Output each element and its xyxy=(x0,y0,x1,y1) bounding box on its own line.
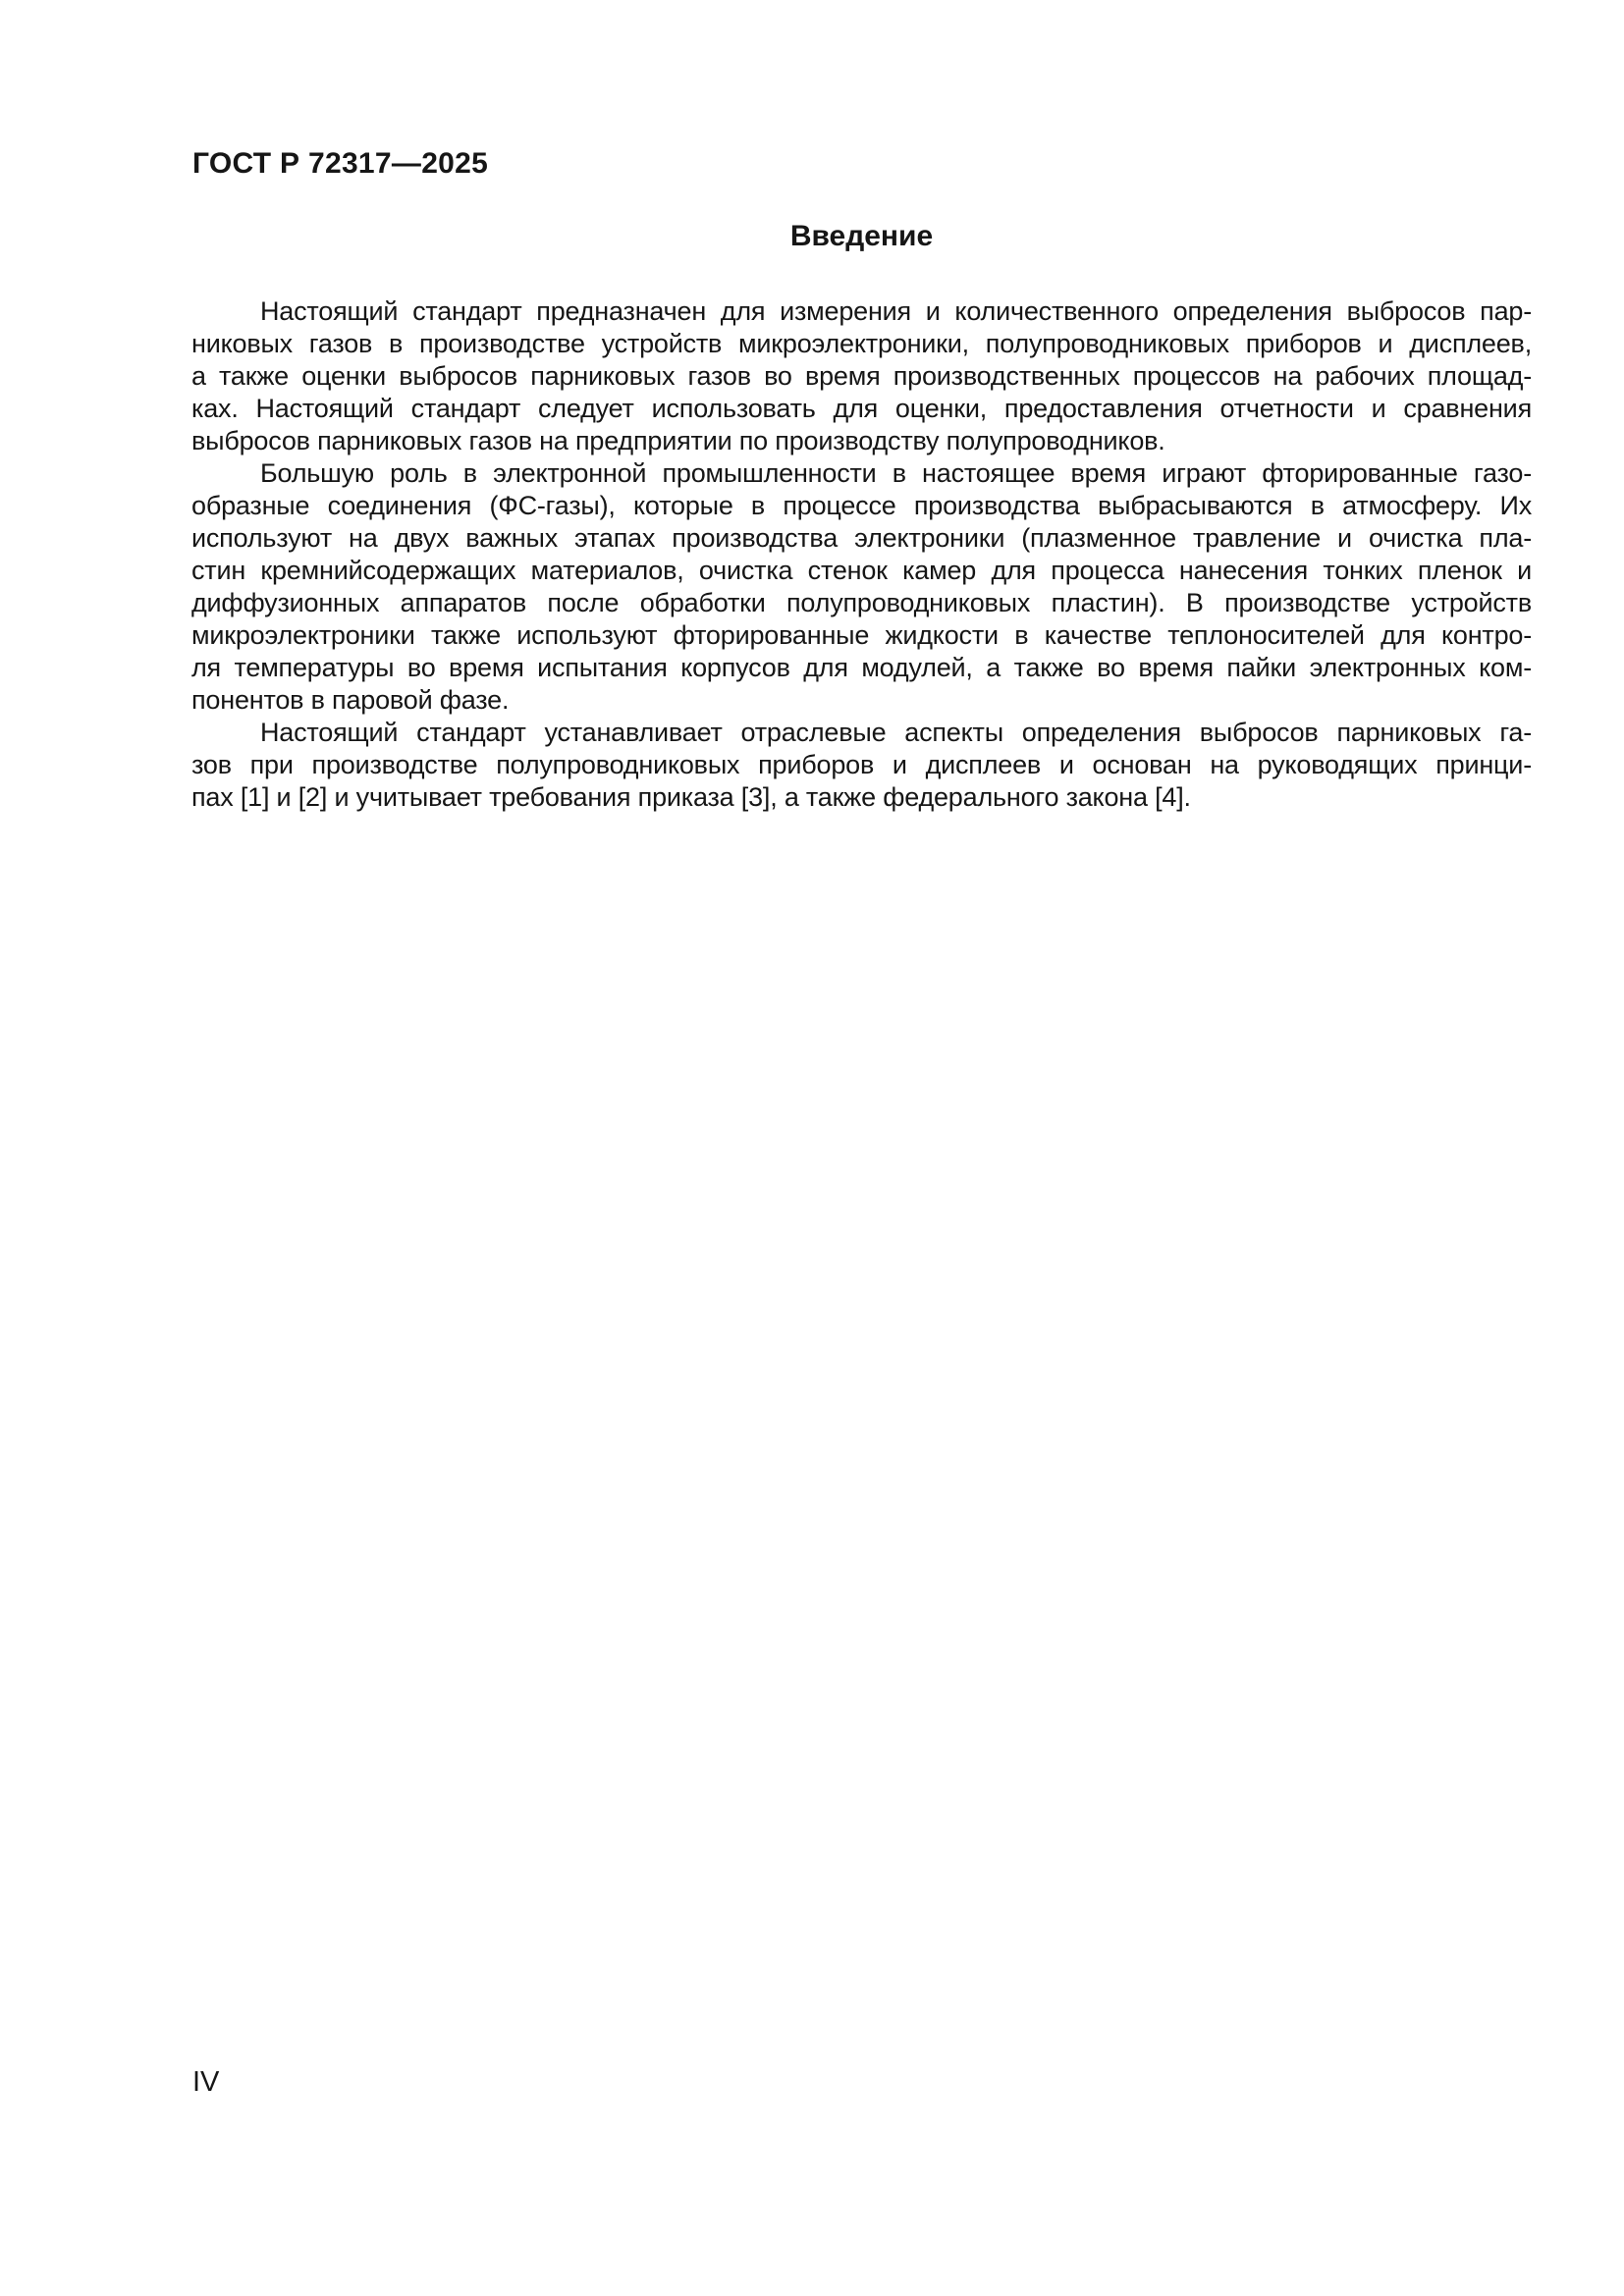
section-title: Введение xyxy=(789,220,934,252)
text-line: а также оценки выбросов парниковых газов во время производственных процессов на рабочих площад- xyxy=(191,361,1532,391)
text-line: используют на двух важных этапах производства электроники (плазменное травление и очистка пла- xyxy=(191,523,1532,553)
text-line: пах [1] и [2] и учитывает требования приказа [3], а также федерального закона [4]. xyxy=(191,782,1191,812)
text-line: зов при производстве полупроводниковых приборов и дисплеев и основан на руководящих принци- xyxy=(191,750,1532,779)
text-line: выбросов парниковых газов на предприятии по производству полупроводников. xyxy=(191,426,1165,455)
paragraph xyxy=(191,295,1532,457)
text-line: никовых газов в производстве устройств микроэлектроники, полупроводниковых приборов и дисплеев, xyxy=(191,329,1532,358)
text-line: микроэлектроники также используют фторированные жидкости в качестве теплоносителей для контро- xyxy=(191,620,1532,650)
page-number: IV xyxy=(192,2066,220,2098)
body-text xyxy=(191,295,1532,814)
text-line: стин кремнийсодержащих материалов, очистка стенок камер для процесса нанесения тонких пленок и xyxy=(191,556,1532,585)
text-line: диффузионных аппаратов после обработки полупроводниковых пластин). В производстве устройств xyxy=(191,588,1532,617)
paragraph xyxy=(191,717,1532,814)
doc-code: ГОСТ Р 72317—2025 xyxy=(192,147,489,180)
paragraph xyxy=(191,457,1532,717)
text-line: Большую роль в электронной промышленности в настоящее время играют фторированные газо- xyxy=(260,458,1532,488)
text-line: ля температуры во время испытания корпусов для модулей, а также во время пайки электронных ком- xyxy=(191,653,1532,682)
text-line: понентов в паровой фазе. xyxy=(191,685,510,715)
text-line: Настоящий стандарт предназначен для измерения и количественного определения выбросов пар- xyxy=(260,296,1532,326)
text-line: образные соединения (ФС-газы), которые в процессе производства выбрасываются в атмосферу. Их xyxy=(191,491,1532,520)
text-line: ках. Настоящий стандарт следует использовать для оценки, предоставления отчетности и сравнения xyxy=(191,394,1532,423)
text-line: Настоящий стандарт устанавливает отраслевые аспекты определения выбросов парниковых га- xyxy=(260,718,1532,747)
